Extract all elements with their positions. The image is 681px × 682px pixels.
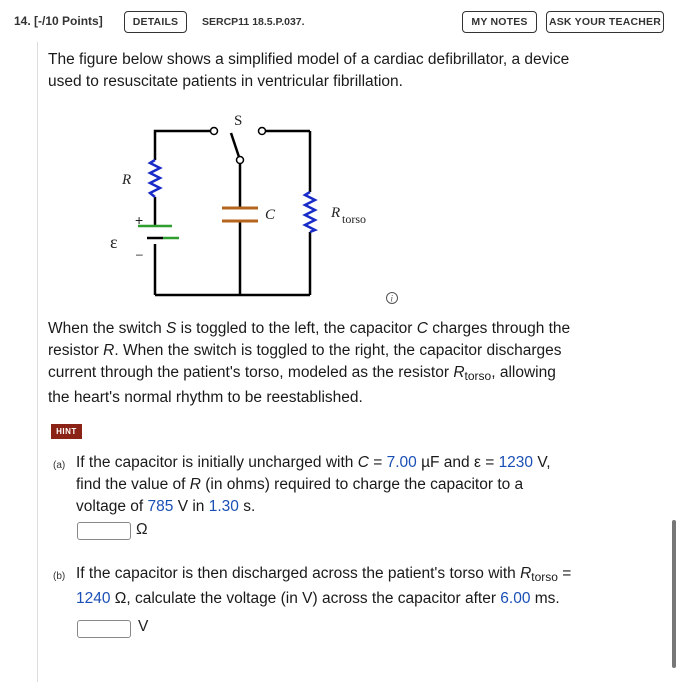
battery-minus-label: – (136, 247, 143, 261)
switch-label: S (234, 113, 243, 129)
details-button[interactable]: DETAILS (124, 11, 187, 33)
part-a-line-1: If the capacitor is initially uncharged with C = 7.00 µF and ε = 1230 V, (76, 454, 551, 471)
switch-contact-right (259, 128, 266, 135)
my-notes-button[interactable]: MY NOTES (462, 11, 537, 33)
part-a-line-2: find the value of R (in ohms) required to charge the capacitor to a (76, 476, 524, 493)
hint-button[interactable]: HINT (51, 424, 82, 439)
intro-line-2: used to resuscitate patients in ventricular fibrillation. (48, 73, 403, 90)
description-line-2: resistor R. When the switch is toggled to the right, the capacitor discharges (48, 342, 562, 359)
part-b-line-2: 1240 Ω, calculate the voltage (in V) across the capacitor after 6.00 ms. (76, 590, 560, 607)
rtorso-subscript: torso (342, 212, 366, 226)
part-a-answer-input[interactable] (77, 522, 131, 540)
circuit-wires (155, 131, 310, 295)
description-line-4: the heart's normal rhythm to be reestablished. (48, 389, 363, 406)
problem-code: SERCP11 18.5.P.037. (202, 16, 305, 28)
resistor-rtorso (305, 192, 315, 232)
part-b-answer-input[interactable] (77, 620, 131, 638)
resistor-r (150, 160, 160, 197)
battery-plus-label: + (135, 212, 144, 228)
svg-text:i: i (390, 293, 394, 304)
description-line-3: current through the patient's torso, modeled as the resistor $R_{torso}$, allowing (48, 364, 556, 383)
emf-label: ε (110, 232, 118, 252)
part-b-line-1: If the capacitor is then discharged across the patient's torso with $R_{torso}$ = (76, 565, 572, 584)
part-b-unit: V (138, 618, 149, 635)
scrollbar[interactable] (672, 520, 676, 668)
intro-line-1: The figure below shows a simplified model of a cardiac defibrillator, a device (48, 51, 570, 68)
switch-pivot (237, 157, 244, 164)
info-icon[interactable] (387, 293, 398, 304)
part-a-line-3: voltage of 785 V in 1.30 s. (76, 498, 256, 515)
part-b-label: (b) (53, 571, 66, 582)
capacitor-label: C (265, 207, 276, 223)
resistor-label: R (122, 172, 132, 188)
switch-contact-left (211, 128, 218, 135)
rtorso-label: R (331, 205, 341, 221)
ask-your-teacher-button[interactable]: ASK YOUR TEACHER (546, 11, 664, 33)
description-line-1: When the switch S is toggled to the left, the capacitor C charges through the (48, 320, 571, 337)
part-a-label: (a) (53, 460, 66, 471)
question-number: 14. [-/10 Points] (14, 14, 103, 28)
part-a-unit: Ω (136, 521, 148, 538)
